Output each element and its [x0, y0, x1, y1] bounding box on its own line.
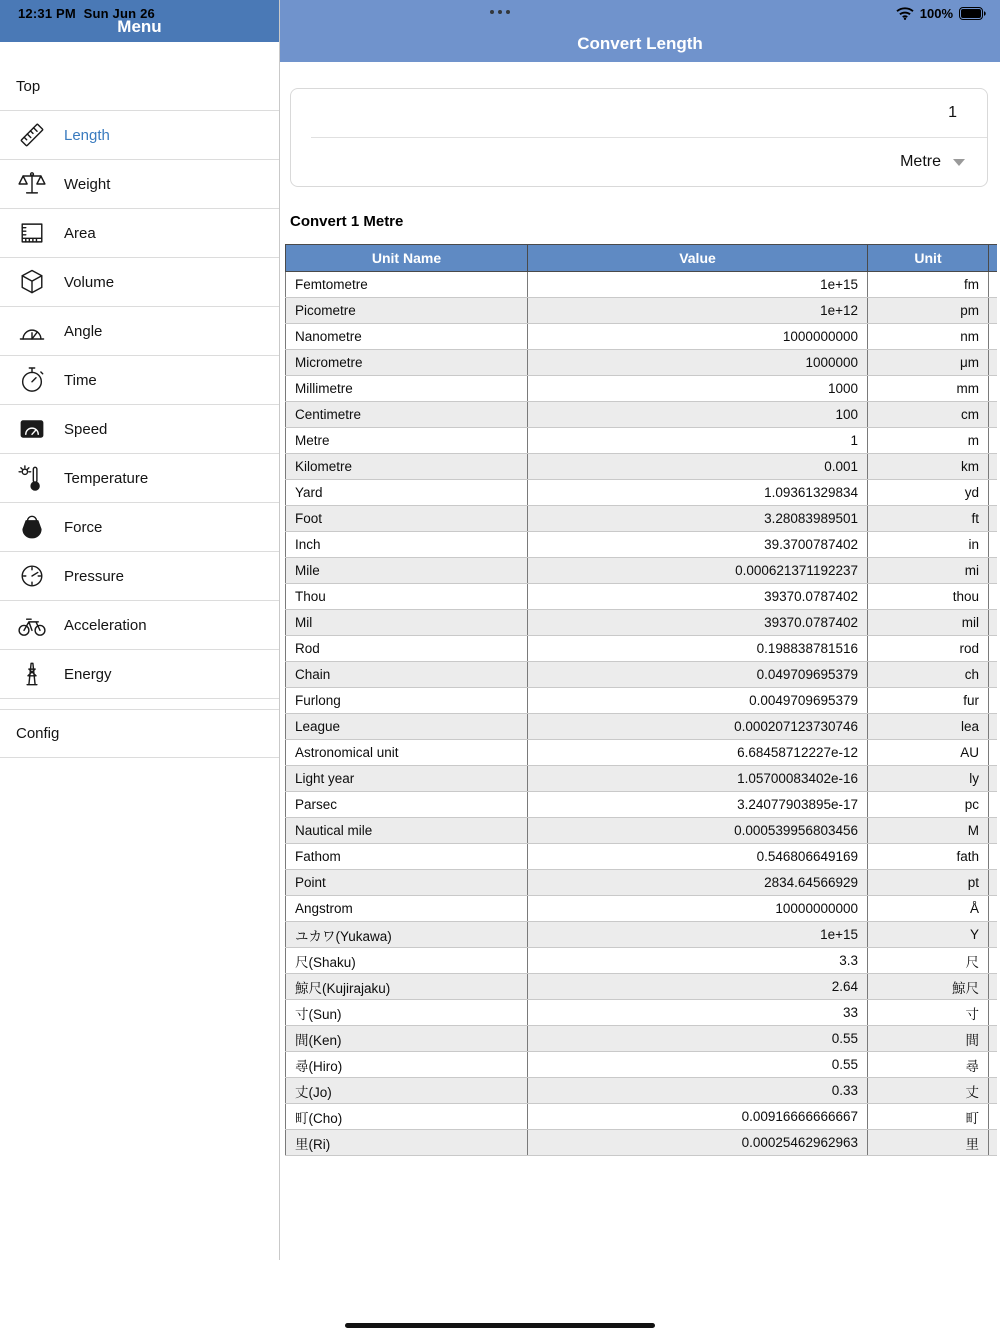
clipped-cell	[989, 1104, 998, 1130]
conversion-table	[285, 244, 997, 1156]
unit-cell: Å	[868, 896, 989, 922]
value-cell: 10000000000	[528, 896, 868, 922]
clipped-cell	[989, 714, 998, 740]
unit-name-cell: 間(Ken)	[286, 1026, 528, 1052]
unit-cell: mi	[868, 558, 989, 584]
unit-cell: 丈	[868, 1078, 989, 1104]
unit-name-cell: Parsec	[286, 792, 528, 818]
sidebar-item-label: Volume	[64, 273, 115, 291]
value-cell: 0.55	[528, 1026, 868, 1052]
unit-cell: M	[868, 818, 989, 844]
table-row	[286, 454, 998, 480]
status-indicators	[896, 6, 986, 21]
value-cell: 0.33	[528, 1078, 868, 1104]
clipped-cell	[989, 1130, 998, 1156]
clipped-cell	[989, 428, 998, 454]
unit-cell: ch	[868, 662, 989, 688]
unit-cell: ft	[868, 506, 989, 532]
protractor-icon	[14, 313, 50, 349]
value-cell: 1e+15	[528, 272, 868, 298]
clipped-cell	[989, 506, 998, 532]
unit-name-cell: Mil	[286, 610, 528, 636]
unit-cell: 鯨尺	[868, 974, 989, 1000]
table-row	[286, 1052, 998, 1078]
table-row	[286, 766, 998, 792]
value-cell: 0.00025462962963	[528, 1130, 868, 1156]
unit-name-cell: Nanometre	[286, 324, 528, 350]
table-row	[286, 324, 998, 350]
unit-name-cell: Kilometre	[286, 454, 528, 480]
cube-icon	[14, 264, 50, 300]
unit-cell: 寸	[868, 1000, 989, 1026]
unit-cell: 尋	[868, 1052, 989, 1078]
clipped-cell	[989, 818, 998, 844]
section-title: Convert 1 Metre	[290, 213, 404, 230]
clipped-cell	[989, 662, 998, 688]
sidebar-item-label: Top	[16, 77, 41, 95]
clipped-cell	[989, 792, 998, 818]
value-cell: 1.05700083402e-16	[528, 766, 868, 792]
value-cell: 39370.0787402	[528, 610, 868, 636]
table-row	[286, 870, 998, 896]
sidebar-item-label: Angle	[64, 322, 103, 340]
table-row	[286, 1104, 998, 1130]
value-cell: 0.000207123730746	[528, 714, 868, 740]
conversion-table-wrap	[285, 244, 997, 1156]
area-icon	[14, 215, 50, 251]
unit-name-cell: Foot	[286, 506, 528, 532]
clipped-cell	[989, 1078, 998, 1104]
unit-name-cell: Femtometre	[286, 272, 528, 298]
value-cell: 0.55	[528, 1052, 868, 1078]
value-cell: 0.000621371192237	[528, 558, 868, 584]
value-cell: 2.64	[528, 974, 868, 1000]
unit-name-cell: Inch	[286, 532, 528, 558]
unit-cell: mm	[868, 376, 989, 402]
sidebar-item-area[interactable]	[0, 209, 279, 258]
table-row	[286, 1078, 998, 1104]
sidebar-item-label: Acceleration	[64, 616, 147, 634]
value-cell: 39.3700787402	[528, 532, 868, 558]
unit-cell: AU	[868, 740, 989, 766]
table-row	[286, 922, 998, 948]
battery-percent: 100%	[919, 6, 953, 21]
clipped-cell	[989, 1026, 998, 1052]
table-row	[286, 272, 998, 298]
sidebar-item-label: Time	[64, 371, 97, 389]
unit-name-cell: Chain	[286, 662, 528, 688]
table-row	[286, 844, 998, 870]
table-row	[286, 948, 998, 974]
clipped-cell	[989, 896, 998, 922]
kettlebell-icon	[14, 509, 50, 545]
clipped-cell	[989, 376, 998, 402]
value-cell: 0.546806649169	[528, 844, 868, 870]
page-title: Convert Length	[577, 34, 703, 53]
unit-selector[interactable]	[291, 138, 987, 186]
table-row	[286, 584, 998, 610]
table-row	[286, 402, 998, 428]
table-row	[286, 428, 998, 454]
sidebar-item-label: Weight	[64, 175, 111, 193]
table-row	[286, 1000, 998, 1026]
value-cell: 0.049709695379	[528, 662, 868, 688]
value-cell: 1e+15	[528, 922, 868, 948]
clipped-cell	[989, 922, 998, 948]
value-cell: 0.0049709695379	[528, 688, 868, 714]
sidebar-item-config[interactable]	[0, 709, 279, 758]
value-cell: 3.3	[528, 948, 868, 974]
unit-cell: fath	[868, 844, 989, 870]
unit-name-cell: Yard	[286, 480, 528, 506]
value-cell: 0.198838781516	[528, 636, 868, 662]
unit-cell: nm	[868, 324, 989, 350]
table-row	[286, 636, 998, 662]
clipped-cell	[989, 844, 998, 870]
clipped-cell	[989, 272, 998, 298]
main-pane	[280, 0, 1000, 1260]
table-header-row	[286, 245, 998, 272]
value-cell: 39370.0787402	[528, 584, 868, 610]
stopwatch-icon	[14, 362, 50, 398]
unit-name-cell: Centimetre	[286, 402, 528, 428]
main-header	[280, 0, 1000, 62]
gauge-icon	[14, 558, 50, 594]
value-cell: 6.68458712227e-12	[528, 740, 868, 766]
unit-name-cell: ユカワ(Yukawa)	[286, 922, 528, 948]
clipped-cell	[989, 610, 998, 636]
unit-name-cell: Angstrom	[286, 896, 528, 922]
table-row	[286, 792, 998, 818]
sidebar-item-force[interactable]	[0, 503, 279, 552]
sidebar-item-volume[interactable]	[0, 258, 279, 307]
clipped-cell	[989, 584, 998, 610]
unit-cell: pm	[868, 298, 989, 324]
sidebar-item-length[interactable]	[0, 111, 279, 160]
speedometer-icon	[14, 411, 50, 447]
clipped-cell	[989, 636, 998, 662]
table-row	[286, 974, 998, 1000]
unit-cell: 町	[868, 1104, 989, 1130]
unit-name-cell: Rod	[286, 636, 528, 662]
unit-cell: lea	[868, 714, 989, 740]
unit-name-cell: Light year	[286, 766, 528, 792]
unit-cell: 里	[868, 1130, 989, 1156]
value-cell: 1	[528, 428, 868, 454]
table-row	[286, 896, 998, 922]
unit-name-cell: Nautical mile	[286, 818, 528, 844]
clipped-cell	[989, 974, 998, 1000]
status-time-date: 12:31 PM Sun Jun 26	[18, 6, 155, 21]
table-row	[286, 1026, 998, 1052]
table-row	[286, 740, 998, 766]
value-row	[291, 89, 987, 137]
unit-name-cell: 町(Cho)	[286, 1104, 528, 1130]
clipped-cell	[989, 766, 998, 792]
unit-name-cell: Fathom	[286, 844, 528, 870]
table-row	[286, 688, 998, 714]
clipped-cell	[989, 324, 998, 350]
sidebar-item-top[interactable]	[0, 62, 279, 111]
value-cell: 1000000000	[528, 324, 868, 350]
value-cell: 1000000	[528, 350, 868, 376]
value-cell: 0.00916666666667	[528, 1104, 868, 1130]
thermometer-icon	[14, 460, 50, 496]
column-header-unit: Unit	[868, 245, 989, 272]
clipped-cell	[989, 1052, 998, 1078]
clipped-cell	[989, 298, 998, 324]
table-row	[286, 506, 998, 532]
value-cell: 100	[528, 402, 868, 428]
unit-cell: fm	[868, 272, 989, 298]
unit-name-cell: 丈(Jo)	[286, 1078, 528, 1104]
clipped-cell	[989, 532, 998, 558]
unit-cell: in	[868, 532, 989, 558]
sidebar-item-angle[interactable]	[0, 307, 279, 356]
sidebar-item-label: Force	[64, 518, 103, 536]
sidebar-item-speed[interactable]	[0, 405, 279, 454]
selected-unit-label: Metre	[900, 153, 941, 170]
unit-cell: pt	[868, 870, 989, 896]
unit-cell: 間	[868, 1026, 989, 1052]
value-input[interactable]	[757, 104, 957, 122]
value-cell: 1e+12	[528, 298, 868, 324]
unit-name-cell: 寸(Sun)	[286, 1000, 528, 1026]
sidebar-item-label: Speed	[64, 420, 108, 438]
unit-name-cell: Metre	[286, 428, 528, 454]
column-header-value: Value	[528, 245, 868, 272]
sidebar-item-label: Area	[64, 224, 96, 242]
unit-name-cell: Furlong	[286, 688, 528, 714]
table-row	[286, 714, 998, 740]
sidebar-item-label: Temperature	[64, 469, 149, 487]
multitasking-dots-icon[interactable]	[490, 10, 510, 14]
unit-cell: km	[868, 454, 989, 480]
table-row	[286, 376, 998, 402]
sidebar-item-weight[interactable]	[0, 160, 279, 209]
unit-name-cell: Picometre	[286, 298, 528, 324]
sidebar-item-pressure[interactable]	[0, 552, 279, 601]
clipped-cell	[989, 688, 998, 714]
home-indicator[interactable]	[345, 1323, 655, 1328]
table-row	[286, 558, 998, 584]
unit-name-cell: 尋(Hiro)	[286, 1052, 528, 1078]
table-row	[286, 298, 998, 324]
sidebar-item-acceleration[interactable]	[0, 601, 279, 650]
table-row	[286, 532, 998, 558]
unit-name-cell: League	[286, 714, 528, 740]
value-cell: 1000	[528, 376, 868, 402]
clipped-cell	[989, 740, 998, 766]
clipped-cell	[989, 870, 998, 896]
unit-cell: μm	[868, 350, 989, 376]
sidebar-item-time[interactable]	[0, 356, 279, 405]
unit-cell: ly	[868, 766, 989, 792]
ruler-icon	[14, 117, 50, 153]
clipped-cell	[989, 480, 998, 506]
table-row	[286, 662, 998, 688]
unit-name-cell: Micrometre	[286, 350, 528, 376]
table-row	[286, 1130, 998, 1156]
table-row	[286, 610, 998, 636]
unit-cell: mil	[868, 610, 989, 636]
table-row	[286, 480, 998, 506]
clipped-cell	[989, 948, 998, 974]
converter-card	[290, 88, 988, 187]
wifi-icon	[896, 7, 914, 20]
unit-name-cell: Thou	[286, 584, 528, 610]
table-body	[286, 272, 998, 1156]
unit-cell: yd	[868, 480, 989, 506]
value-cell: 3.24077903895e-17	[528, 792, 868, 818]
sidebar-list	[0, 62, 279, 758]
unit-cell: rod	[868, 636, 989, 662]
unit-cell: thou	[868, 584, 989, 610]
unit-cell: pc	[868, 792, 989, 818]
unit-cell: cm	[868, 402, 989, 428]
unit-name-cell: 鯨尺(Kujirajaku)	[286, 974, 528, 1000]
sidebar-item-label: Config	[16, 725, 60, 742]
sidebar	[0, 0, 280, 1260]
value-cell: 2834.64566929	[528, 870, 868, 896]
value-cell: 3.28083989501	[528, 506, 868, 532]
scale-icon	[14, 166, 50, 202]
unit-name-cell: 里(Ri)	[286, 1130, 528, 1156]
unit-cell: m	[868, 428, 989, 454]
battery-icon	[959, 7, 986, 20]
unit-name-cell: Point	[286, 870, 528, 896]
unit-cell: Y	[868, 922, 989, 948]
sidebar-item-energy[interactable]	[0, 650, 279, 699]
column-header-clipped	[989, 245, 998, 272]
unit-name-cell: Astronomical unit	[286, 740, 528, 766]
clipped-cell	[989, 402, 998, 428]
unit-name-cell: Mile	[286, 558, 528, 584]
sidebar-item-label: Energy	[64, 665, 112, 683]
unit-cell: 尺	[868, 948, 989, 974]
clipped-cell	[989, 350, 998, 376]
value-cell: 0.001	[528, 454, 868, 480]
chevron-down-icon	[953, 159, 965, 166]
value-cell: 0.000539956803456	[528, 818, 868, 844]
column-header-unit-name: Unit Name	[286, 245, 528, 272]
value-cell: 1.09361329834	[528, 480, 868, 506]
table-row	[286, 818, 998, 844]
sidebar-title: Menu	[117, 17, 162, 36]
sidebar-item-label: Pressure	[64, 567, 125, 585]
clipped-cell	[989, 558, 998, 584]
sidebar-item-label: Length	[64, 126, 110, 144]
unit-name-cell: Millimetre	[286, 376, 528, 402]
pylon-icon	[14, 656, 50, 692]
table-row	[286, 350, 998, 376]
value-cell: 33	[528, 1000, 868, 1026]
clipped-cell	[989, 454, 998, 480]
clipped-cell	[989, 1000, 998, 1026]
sidebar-item-temperature[interactable]	[0, 454, 279, 503]
unit-cell: fur	[868, 688, 989, 714]
bicycle-icon	[14, 607, 50, 643]
unit-name-cell: 尺(Shaku)	[286, 948, 528, 974]
